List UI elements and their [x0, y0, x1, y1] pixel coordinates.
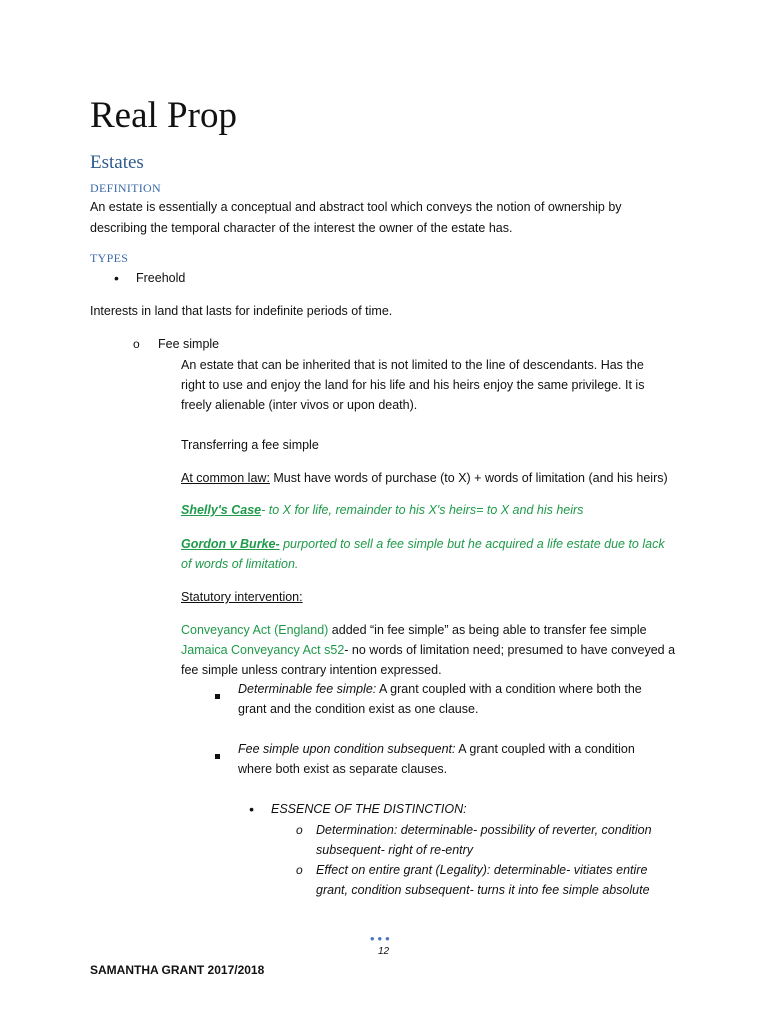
square-bullet-icon: [215, 686, 220, 704]
circle-bullet-icon: o: [296, 823, 303, 837]
condition-line-1: [238, 739, 635, 759]
essence-label: ESSENCE OF THE DISTINCTION:: [271, 802, 467, 816]
determinable-text-1: A grant coupled with a condition where both the: [376, 682, 642, 696]
circle-bullet-icon: o: [133, 337, 140, 351]
page-number: 12: [378, 946, 390, 957]
fee-simple-desc-line-3: freely alienable (inter vivos or upon death).: [181, 398, 418, 412]
jamaica-act-text-1: - no words of limitation need; presumed to have conveyed a: [344, 643, 676, 657]
statutory-heading: Statutory intervention:: [181, 590, 303, 604]
shelly-case-text: - to X for life, remainder to his X's heirs= to X and his heirs: [261, 503, 584, 517]
condition-text-2: where both exist as separate clauses.: [238, 762, 448, 776]
page-dots-ornament: •••: [370, 931, 393, 946]
determinable-label: Determinable fee simple:: [238, 682, 377, 696]
circle-bullet-icon: o: [296, 863, 303, 877]
jamaica-act-name: Jamaica Conveyancy Act s52: [181, 643, 345, 657]
shelly-case-line: [181, 500, 583, 520]
conveyancy-act-line: [181, 620, 647, 640]
fee-simple-item: Fee simple: [158, 337, 220, 351]
section-heading-estates: Estates: [90, 152, 144, 173]
gordon-case-name: Gordon v Burke-: [181, 537, 280, 551]
bullet-dot-icon: •: [114, 270, 119, 286]
condition-text-1: A grant coupled with a condition: [455, 742, 635, 756]
square-bullet-icon: [215, 746, 220, 764]
footer-author: SAMANTHA GRANT 2017/2018: [90, 963, 265, 977]
types-label: TYPES: [90, 251, 129, 265]
freehold-item: Freehold: [136, 271, 186, 285]
definition-line-1: An estate is essentially a conceptual and abstract tool which conveys the notion of ownership by: [90, 200, 622, 214]
gordon-case-line-1: [181, 534, 665, 554]
conveyancy-act-text: added “in fee simple” as being able to transfer fee simple: [328, 623, 647, 637]
common-law-line: [181, 468, 668, 488]
determination-line-2: subsequent- right of re-entry: [316, 843, 474, 857]
page-title: Real Prop: [90, 95, 237, 136]
determination-line-1: Determination: determinable- possibility of reverter, condition: [316, 823, 652, 837]
determinable-line-1: [238, 679, 642, 699]
definition-label: DEFINITION: [90, 181, 161, 195]
freehold-description: Interests in land that lasts for indefinite periods of time.: [90, 304, 393, 318]
gordon-case-text-1: purported to sell a fee simple but he acquired a life estate due to lack: [279, 537, 665, 551]
fee-simple-desc-line-2: right to use and enjoy the land for his life and his heirs enjoy the same privilege. It is: [181, 378, 645, 392]
common-law-text: Must have words of purchase (to X) + words of limitation (and his heirs): [269, 471, 668, 485]
effect-line-1: Effect on entire grant (Legality): determinable- vitiates entire: [316, 863, 648, 877]
transferring-heading: Transferring a fee simple: [181, 438, 319, 452]
common-law-label: At common law:: [181, 471, 270, 485]
jamaica-act-text-2: fee simple unless contrary intention expressed.: [181, 663, 442, 677]
jamaica-act-line: [181, 640, 675, 660]
conveyancy-act-name: Conveyancy Act (England): [181, 623, 329, 637]
bullet-dot-icon: •: [249, 801, 254, 817]
definition-line-2: describing the temporal character of the interest the owner of the estate has.: [90, 221, 513, 235]
determinable-text-2: grant and the condition exist as one clause.: [238, 702, 479, 716]
condition-label: Fee simple upon condition subsequent:: [238, 742, 456, 756]
gordon-case-text-2: of words of limitation.: [181, 557, 299, 571]
effect-line-2: grant, condition subsequent- turns it into fee simple absolute: [316, 883, 650, 897]
shelly-case-name: Shelly's Case: [181, 503, 262, 517]
fee-simple-desc-line-1: An estate that can be inherited that is not limited to the line of descendants. Has the: [181, 358, 644, 372]
